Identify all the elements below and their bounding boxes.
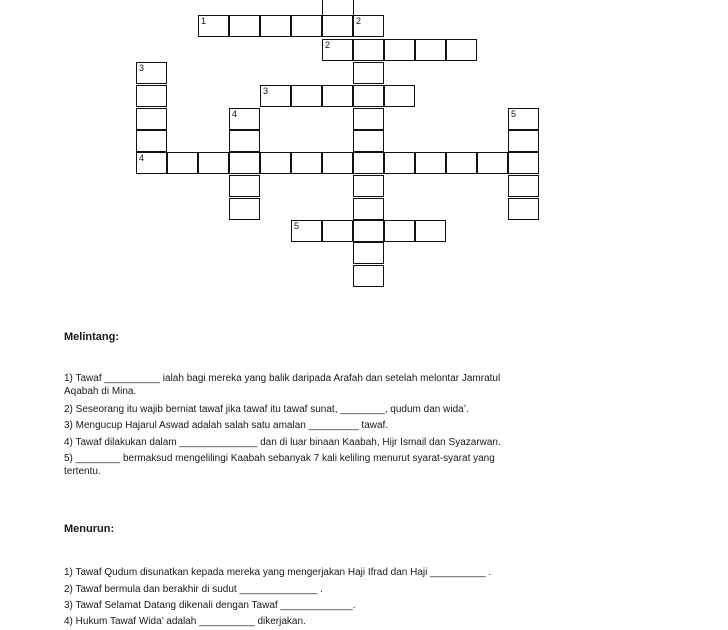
grid-cell[interactable] — [291, 15, 322, 37]
grid-cell[interactable] — [446, 152, 477, 174]
grid-cell[interactable] — [322, 220, 353, 242]
grid-cell[interactable] — [136, 108, 167, 130]
grid-cell[interactable] — [136, 130, 167, 152]
across-clue: 1) Tawaf __________ ialah bagi mereka yang balik daripada Arafah dan setelah melontar Jamratul — [64, 373, 501, 384]
grid-cell[interactable] — [446, 39, 477, 61]
grid-cell[interactable] — [384, 39, 415, 61]
grid-cell[interactable] — [353, 152, 384, 174]
grid-cell[interactable] — [353, 62, 384, 84]
grid-cell[interactable] — [136, 85, 167, 107]
grid-cell[interactable] — [322, 15, 353, 37]
down-heading: Menurun: — [64, 523, 115, 535]
across-clue: 2) Seseorang itu wajib berniat tawaf jika tawaf itu tawaf sunat, ________, qudum dan wida’. — [64, 404, 469, 415]
grid-cell[interactable] — [322, 39, 353, 61]
clue-number: 2 — [356, 16, 362, 26]
grid-line — [353, 0, 354, 15]
grid-cell[interactable] — [353, 108, 384, 130]
grid-cell[interactable] — [136, 62, 167, 84]
grid-cell[interactable] — [167, 152, 198, 174]
grid-cell[interactable] — [508, 152, 539, 174]
across-heading: Melintang: — [64, 331, 119, 343]
grid-cell[interactable] — [508, 175, 539, 197]
grid-cell[interactable] — [291, 220, 322, 242]
clue-number: 4 — [139, 153, 145, 163]
grid-cell[interactable] — [353, 198, 384, 220]
grid-cell[interactable] — [415, 39, 446, 61]
down-clue: 4) Hukum Tawaf Wida’ adalah __________ dikerjakan. — [64, 616, 306, 627]
grid-cell[interactable] — [229, 108, 260, 130]
grid-cell[interactable] — [353, 85, 384, 107]
grid-cell[interactable] — [353, 265, 384, 287]
grid-cell[interactable] — [384, 85, 415, 107]
grid-cell[interactable] — [229, 152, 260, 174]
grid-cell[interactable] — [229, 198, 260, 220]
clue-number: 3 — [139, 63, 145, 73]
grid-cell[interactable] — [384, 220, 415, 242]
across-clue: 5) ________ bermaksud mengelilingi Kaabah sebanyak 7 kali keliling menurut syarat-syarat yang — [64, 453, 495, 464]
crossword-grid — [0, 0, 728, 300]
clue-number: 2 — [325, 40, 331, 50]
grid-cell[interactable] — [322, 85, 353, 107]
grid-cell[interactable] — [229, 15, 260, 37]
clue-number: 1 — [201, 16, 207, 26]
grid-cell[interactable] — [260, 15, 291, 37]
across-clue: Aqabah di Mina. — [64, 386, 137, 397]
grid-cell[interactable] — [260, 85, 291, 107]
grid-cell[interactable] — [353, 242, 384, 264]
grid-cell[interactable] — [198, 152, 229, 174]
clue-number: 5 — [511, 109, 517, 119]
grid-cell[interactable] — [136, 152, 167, 174]
grid-cell[interactable] — [353, 39, 384, 61]
grid-cell[interactable] — [229, 130, 260, 152]
grid-cell[interactable] — [508, 198, 539, 220]
grid-cell[interactable] — [508, 130, 539, 152]
across-clue: 4) Tawaf dilakukan dalam ______________ dan di luar binaan Kaabah, Hijr Ismail dan Syazarwan. — [64, 437, 501, 448]
grid-line — [322, 0, 323, 15]
grid-cell[interactable] — [291, 85, 322, 107]
grid-cell[interactable] — [322, 152, 353, 174]
grid-cell[interactable] — [353, 220, 384, 242]
grid-cell[interactable] — [291, 152, 322, 174]
clue-number: 3 — [263, 86, 269, 96]
grid-cell[interactable] — [229, 175, 260, 197]
clue-number: 4 — [232, 109, 238, 119]
clue-number: 5 — [294, 221, 300, 231]
grid-cell[interactable] — [384, 152, 415, 174]
down-clue: 1) Tawaf Qudum disunatkan kepada mereka yang mengerjakan Haji Ifrad dan Haji __________ . — [64, 567, 492, 578]
grid-cell[interactable] — [508, 108, 539, 130]
grid-cell[interactable] — [198, 15, 229, 37]
down-clue: 3) Tawaf Selamat Datang dikenali dengan Tawaf _____________. — [64, 600, 356, 611]
grid-cell[interactable] — [260, 152, 291, 174]
grid-cell[interactable] — [353, 175, 384, 197]
grid-cell[interactable] — [415, 152, 446, 174]
across-clue: tertentu. — [64, 466, 101, 477]
grid-cell[interactable] — [353, 130, 384, 152]
grid-cell[interactable] — [353, 15, 384, 37]
grid-cell[interactable] — [415, 220, 446, 242]
grid-cell[interactable] — [477, 152, 508, 174]
across-clue: 3) Mengucup Hajarul Aswad adalah salah satu amalan _________ tawaf. — [64, 420, 389, 431]
down-clue: 2) Tawaf bermula dan berakhir di sudut ______________ . — [64, 584, 323, 595]
